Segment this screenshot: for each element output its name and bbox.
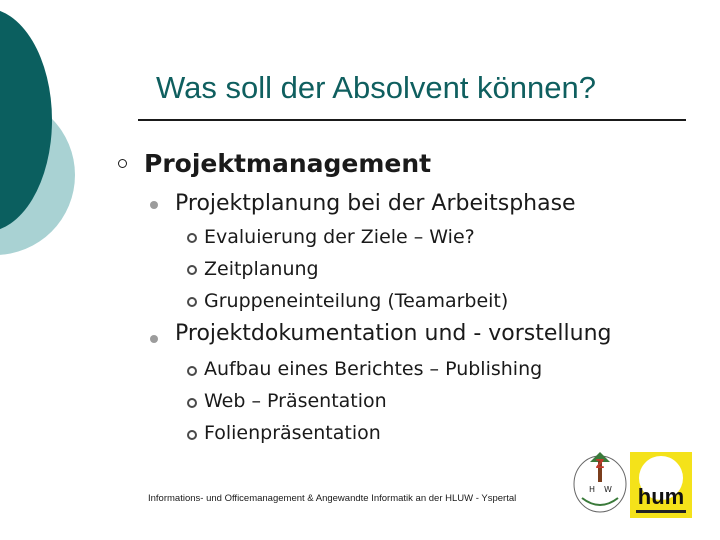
- decorative-circles: [0, 0, 140, 300]
- hum-logo-text: hum: [637, 484, 685, 509]
- slide-title: Was soll der Absolvent können?: [156, 70, 596, 105]
- footer-text: Informations- und Officemanagement & Angewandte Informatik an der HLUW - Yspertal: [148, 493, 517, 504]
- bullet-ring-icon: [187, 265, 197, 275]
- group-label-2: Projektdokumentation und - vorstellung: [175, 321, 612, 346]
- bullet-ring-icon: [187, 398, 197, 408]
- list-item: Folienpräsentation: [204, 422, 381, 444]
- bullet-ring-icon: [187, 297, 197, 307]
- school-emblem-logo: [570, 446, 630, 516]
- list-item: Aufbau eines Berichtes – Publishing: [204, 358, 543, 380]
- list-item: Web – Präsentation: [204, 390, 387, 412]
- bullet-dot-icon: [150, 335, 158, 343]
- svg-text:W: W: [604, 485, 612, 494]
- heading: Projektmanagement: [144, 149, 432, 178]
- title-divider: [138, 119, 686, 121]
- list-item: Zeitplanung: [204, 258, 319, 280]
- bullet-ring-icon: [187, 430, 197, 440]
- bullet-ring-icon: [118, 159, 127, 168]
- bullet-ring-icon: [187, 233, 197, 243]
- svg-text:Z: Z: [595, 457, 605, 471]
- list-item: Gruppeneinteilung (Teamarbeit): [204, 290, 509, 312]
- bullet-ring-icon: [187, 366, 197, 376]
- list-item: Evaluierung der Ziele – Wie?: [204, 226, 475, 248]
- group-label-1: Projektplanung bei der Arbeitsphase: [175, 191, 576, 216]
- bullet-dot-icon: [150, 201, 158, 209]
- svg-text:H: H: [588, 485, 596, 494]
